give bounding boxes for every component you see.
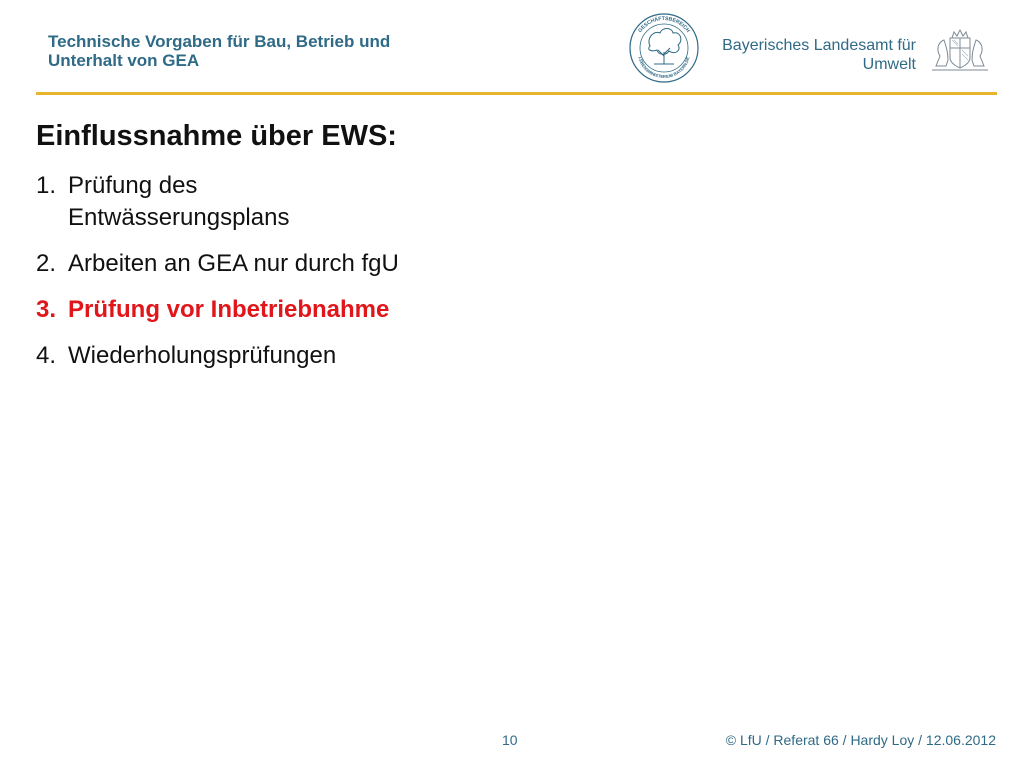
list-item-text: Wiederholungsprüfungen <box>68 342 337 369</box>
header-title-line-1: Technische Vorgaben für Bau, Betrieb und <box>48 32 391 51</box>
list-item-text: Prüfung vor Inbetriebnahme <box>68 296 390 323</box>
list-item-text: Prüfung des Entwässerungsplans <box>68 172 290 231</box>
agency-name <box>722 36 916 74</box>
page-number: 10 <box>502 732 518 748</box>
svg-text:GESCHÄFTSBEREICH <box>637 16 691 34</box>
header-divider <box>36 92 997 95</box>
list-item-number: 2. <box>36 250 57 277</box>
list-item <box>36 340 736 372</box>
header-title <box>48 32 390 70</box>
list-item <box>36 248 736 280</box>
footer-credit: © LfU / Referat 66 / Hardy Loy / 12.06.2012 <box>725 732 996 748</box>
tree-emblem-icon <box>628 12 700 84</box>
list-item-highlighted <box>36 294 736 326</box>
header-title-line-2: Unterhalt von GEA <box>48 51 200 70</box>
list-item <box>36 170 736 234</box>
list-item-number: 1. <box>36 172 57 199</box>
slide-heading: Einflussnahme über EWS: <box>36 120 397 152</box>
list-item-number: 3. <box>36 296 57 323</box>
emblem-ring-top: GESCHÄFTSBEREICH <box>637 15 691 34</box>
list-item-text: Arbeiten an GEA nur durch fgU <box>68 250 399 277</box>
slide-list <box>36 170 736 386</box>
emblem-ring-bottom: LEBENSMINISTERIUM BAYERN.DE <box>637 56 691 80</box>
agency-line-2: Umwelt <box>862 56 916 73</box>
list-item-number: 4. <box>36 342 57 369</box>
agency-line-1: Bayerisches Landesamt für <box>722 37 916 54</box>
bavarian-coat-of-arms-icon <box>924 26 996 72</box>
